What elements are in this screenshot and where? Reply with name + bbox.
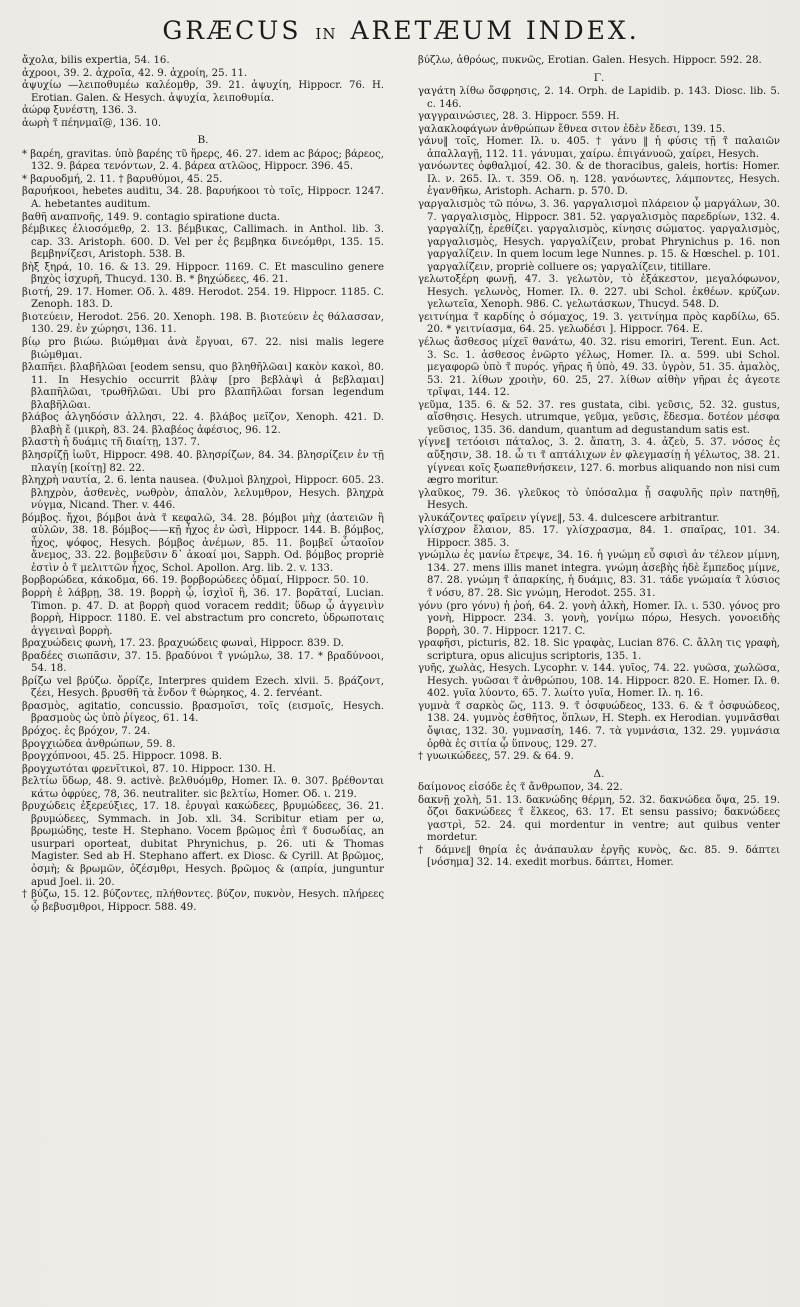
- index-entry: βραδέες σιωπᾶσιν, 37. 15. βραδύνοι τ̃ γνώμλω, 38. 17. * βραδύνοοι, 54. 18.: [22, 650, 384, 675]
- index-entry: βέμβικες ἐλιοσόμεθρ, 2. 13. βέμβικας, Callimach. in Anthol. lib. 3. cap. 33. Aristoph. 600. D. Vel per ἐς βεμβηκα δινεόμθρι, 135. 15. βεμβηνίζεσι, Aristoph. 538. B.: [22, 224, 384, 261]
- index-entry: βαρυήκοοι, hebetes auditu, 34. 28. βαρυήκοοι τὸ τοῖς, Hippocr. 1247. A. hebetantes auditum.: [22, 186, 384, 211]
- index-entry: δακνῇ χολὴ, 51. 13. δακνώδης θέρμη, 52. 32. δακνώδεα ὄψα, 25. 19. ὄζοι δακνώδεες τ̃ ἕλκεος, 63. 17. Et sensu passivo; δακνώδεες γαστρὶ, 52. 24. qui mordentur in ventre; aut quibus venter mordetur.: [418, 794, 780, 844]
- index-entry: γνώμλω ἐς μανίω ἔτρεψε, 34. 16. ἡ γνώμη εὖ σφισὶ ἀν τέλεον μίμνη, 134. 27. mens illis manet integra. γνώμη ἀσεβὴς ἡδὲ ἔμπεδος μίμνε, 87. 28. γνώμη τ̃ ἀπαρκίης, ἡ δυάμις, 83. 31. τάδε γνώμαία τ̃ λύσιος τ̃ νόσυ, 87. 28. Sic γνώμη, Herodot. 255. 31.: [418, 550, 780, 599]
- index-entry: βρίζω vel βρύζω. ὄρρίζε, Interpres quidem Ezech. xlvii. 5. βράζοντ, ζέει, Hesych. βρυσθῆ τὰ ἔνδον τ̃ θώρηκος, 4. 2. fervéant.: [22, 675, 384, 700]
- index-entry: δαίμονος εἰσόδε ἐς τ̃ ἄνθρωπον, 34. 22.: [418, 782, 623, 794]
- index-entry: γεῦμα, 135. 6. & 52. 37. res gustata, cibi. γεῦσις, 52. 32. gustus, αἴσθησις. Hesych. utrumque, γεῦμα, γεῦσις, ἔδεσμα. δοτέον μέσφα γεῦσιος, 135. 36. dandum, quantum ad degustandum satis est.: [418, 399, 780, 436]
- index-entry: βρασμὸς, agitatio, concussio. βρασμοῖσι, τοῖς (εισμοῖς, Hesych. βρασμοὺς ὡς ὑπὸ ῥίγεος, 61. 14.: [22, 700, 384, 725]
- section-letter-heading: Δ.: [593, 767, 605, 780]
- right-column: [418, 55, 780, 914]
- index-entry: γόνυ (pro γόνυ) ἡ ῥοή, 64. 2. γονὴ ἀλκὴ, Homer. Ιλ. ι. 530. γόνος pro γονὴ, Hippocr. 234. 3. γονὴ, γονίμω πόρω, Hesych. γονοειδὴς βορρὴ, 30. 7. Hippocr. 1217. C.: [418, 600, 780, 637]
- index-entry: βορβορώδεα, κάκοδμα, 66. 19. βορβορώδεες ὀδμαί, Hippocr. 50. 10.: [22, 575, 369, 587]
- index-entry: γυμνὰ τ̃ σαρκὸς ὥς, 113. 9. τ̃ ὀσφυώδεος, 133. 6. & τ̃ ὀσφυώδεος, 138. 24. γυμνὸς ἐσθῆτος, ὅπλων, H. Steph. ex Herodian. γυμνᾶσθαι ὄψιας, 132. 30. γυμνασίη, 146. 7. τὰ γυμνάσια, 132. 29. γυμνάσια ὀρθὰ ἐς σιτία ᾧ ὕπνους, 129. 27.: [418, 700, 780, 750]
- left-column: [22, 55, 384, 914]
- index-entry: γλίσχρον ἔλαιον, 85. 17. γλίσχρασμα, 84. 1. σπαῖρας, 101. 34. Hippocr. 385. 3.: [418, 525, 780, 549]
- section-letter-heading: B.: [197, 134, 209, 147]
- index-entry: γαγγραινώσιες, 28. 3. Hippocr. 559. H.: [418, 111, 620, 123]
- index-entry: βλαπῆει. βλαβῆλῶαι [eodem sensu, quo βληθῆλῶαι] κακὸν κακοὶ, 80. 11. In Hesychio occurrit βλὰψ [pro βεβλὰψὶ ἀ βεβλαμαι] βλαπῆλῶαι, τρωθῆλῶαι. Ubi pro βλαπῆλῶαι forsan legendum βλαβῆλῶαι.: [22, 362, 384, 411]
- index-entry: βρυχώδεις ἐξερεύξιες, 17. 18. ἐρυγαὶ κακώδεες, βρυμώδεες, 36. 21. βρυμώδεες, Symmach. in Job. xli. 34. Scribitur etiam per ω, βρωμώδης, teste H. Stephano. Vocem βρῶμος ἐπὶ τ̃ δυσωδίας, an usurpari oporteat, dubitat Phrynichus, p. 26. uti & Thomas Magister. Sed ab H. Stephano affert. ex Diosc. & Cyrill. At βρῶμος, ὀσμὴ; & βρωμῶν, ὀζέσμθρι, Hesych. βρῶμος & (απρία, junguntur apud Joel. ii. 20.: [22, 801, 384, 888]
- index-entry: γαλακλοφάγων ἀνθρώπων ἔθνεα σιτον ἐδὲν ἔδεσι, 139. 15.: [418, 123, 726, 135]
- index-entry: βλάβος ἀλγηδόσιν ἀλλησι, 22. 4. βλάβος μεῖζον, Xenoph. 421. D. βλαβὴ ἔ (μικρὴ, 83. 24. βλαβέος ἀφέσιος, 96. 12.: [22, 412, 384, 436]
- index-entry: βελτίω ὕδωρ, 48. 9. activè. βελθυόμθρ, Homer. Ιλ. θ. 307. βρέθονται κάτω ὀφρύες, 78, 36. neutraliter. sic βελτίω, Homer. Οδ. ι. 219.: [22, 776, 384, 800]
- index-entry: βρογχωτόται φρενῖτικοὶ, 87. 10. Hippocr. 130. H.: [22, 763, 276, 775]
- index-entry: βρογχιώδεα ἀνθρώπων, 59. 8.: [22, 738, 176, 750]
- index-entry: ἀωρὴ τ̃ πέηνμαῖ@, 136. 10.: [22, 117, 162, 129]
- index-entry: γαργαλισμὸς τῶ πόνω, 3. 36. γαργαλισμοὶ πλάρειον ᾧ μαργάλων, 30. 7. γαργαλισμὸς, Hippocr. 381. 52. γαργαλισμὸς παρεδρίων, 132. 4. γαργαλίζῃ, ἐρεθίζει. γαργαλισμὸς, κίνησις σώματος. γαργαλισμὸς, γαργαλισμὸς, Hesych. γαργαλίζειν, probat Phrynichus p. 16. non γαργαλίζειν. In quem locum lege Nunnes. p. 15. & Hœschel. p. 101. γαργαλίζειν, propriè colluere os; γαργαλίζειν, titillare.: [418, 199, 780, 273]
- index-entry: βόμβος. ἤχοι, βόμβοι ἀνὰ τ̃ κεφαλῶ, 34. 28. βόμβοι μὴχ (ἀατειῶν ἢ αὐλῶν, 38. 18. βόμβος——κῇ ἦχος ἐν ὠσὶ, Hippocr. 144. B. βόμβος, ἦχος, ψόφος, Hesych. βόμβος ἀνέμων, 85. 11. βομβεῖ ὦταοῖον ἄνεμος, 33. 22. βομβεῦσιν δ᾽ ἀκοαί μοι, Sapph. Od. βόμβος propriè ἐστὶν ὁ τ̃ μελιττῶν ἦχος, Schol. Apollon. Arg. lib. 2. v. 133.: [22, 512, 384, 574]
- index-entry: † δάμνε‖ θηρία ἐς ἀνάπαυλαν ἐργῆς κυνὸς, &c. 85. 9. δάπτει [νόσημα] 32. 14. exedit morbus. δάπτει, Homer.: [418, 844, 780, 869]
- index-entry: βρόχος. ἐς βρόχον, 7. 24.: [22, 725, 151, 737]
- index-entry: βλαστὴ ἡ δυάμις τῆ διαίτῃ, 137. 7.: [22, 437, 201, 449]
- index-entry: ἀψυχίω —λειποθυμέω καλέομθρ, 39. 21. ἀψυχίη, Hippocr. 76. H. Erotian. Galen. & Hesych. ἀψυχία, λειποθυμία.: [22, 80, 384, 104]
- index-entry: γάνυ‖ τοῖς, Homer. Ιλ. υ. 405. † γάνυ ‖ ἡ φύσις τῇ τ̃ παλαιῶν ἀπαλλαγῇ, 112. 11. γάνυμαι, χαίρω. ἐπιγάνυοῶ, χαίρει, Hesych.: [418, 136, 780, 160]
- index-columns: [22, 55, 780, 914]
- index-entry: ἄχολα, bilis expertia, 54. 16.: [22, 55, 170, 66]
- index-entry: γέλως ἄσθεσος μίχεῖ θανάτω, 40. 32. risu emoriri, Terent. Eun. Act. 3. Sc. 1. ἀσθεσος ἐνῶρτο γέλως, Homer. Ιλ. α. 599. ubi Schol. μεγαφορῶ ὑπὸ τ̃ πυρός. γῆρας ῆ ὑπὸ, 49. 33. ὑγρὸν, 51. 35. ἀμαλὸς, 53. 21. λίθων χροιὴν, 60. 25, 27. λίθων αἰθὴν γῆραι ἐς ἀγεοτε τρῖψαι, 144. 12.: [418, 337, 780, 399]
- index-entry: * βαρέη, gravitas. ὑπὸ βαρέης τῦ ἥρερς, 46. 27. idem ac βάρος; βάρεος, 132. 9. βάρεα τενόντων, 2. 4. βάρεα ατλῶος, Hippocr. 396. 45.: [22, 148, 385, 173]
- index-entry: βραχυώδεις φωνὴ, 17. 23. βραχυώδεις φωναὶ, Hippocr. 839. D.: [22, 638, 344, 650]
- index-entry: γίγνε‖ τετόοισι πάταλος, 3. 2. ἄπατη, 3. 4. ἀζεὺ, 5. 37. νόσος ἐς αὔξησιν, 38. 18. ὧ τι τ̃ απτάλιχων ἐν φλεγμασίῃ ἡ γέλωτος, 38. 21. γίγνεαι κοῖς ξωαπεθνήσκειν, 127. 6. morbus aliquando non nisi cum ægro moritur.: [418, 437, 780, 487]
- index-entry: γειτνίημα τ̃ καρδίης ὁ σόμαχος, 19. 3. γειτνίημα πρὸς καρδίλω, 65. 20. * γειτνίασμα, 64. 25. γελωδέσι ]. Hippocr. 764. E.: [418, 311, 780, 336]
- title-part-in: IN: [315, 25, 337, 43]
- index-entry: ἀχροοι, 39. 2. ἀχροῖα, 42. 9. ἀχροίη, 25. 11.: [22, 67, 248, 79]
- index-entry: βύζλω, ἀθρόως, πυκνῶς, Erotian. Galen. Hesych. Hippocr. 592. 28.: [418, 55, 762, 66]
- index-entry: ἀώρφ ξυνέστη, 136. 3.: [22, 105, 137, 117]
- index-entry: βορρὴ ἐ λάβρῃ, 38. 19. βορρὴ ᾧ, ἰσχὶοῖ ἢ, 36. 17. βορᾶταί, Lucian. Timon. p. 47. D. at βορρὴ quod voracem reddit; ὕδωρ ᾧ ἀγγεινὶν βορρὴ, Hippocr. 1180. E. vel abstractum pro concreto, ὑδρωποταις ἀγγειναὶ βορρὴ.: [22, 587, 384, 637]
- index-entry: βληχρὴ ναυτία, 2. 6. lenta nausea. (Φυλμοὶ βληχροὶ, Hippocr. 605. 23. βληχρὸν, ἀσθενὲς, νωθρὸν, ἀπαλὸν, λελυμθρον, Hesych. βληχρὰ νύγμα, Nicand. Ther. v. 446.: [22, 475, 384, 512]
- index-entry: βλησρίζῇ ἰωῦτ, Hippocr. 498. 40. βλησρίζων, 84. 34. βλησρίζειν ἐν τῇ πλαγίῃ [κοίτῃ] 82. 22.: [22, 449, 384, 474]
- index-entry: γανόωντες ὀφθαλμοί, 42. 30. & de thoracibus, galeis, hortis: Homer. Ιλ. ν. 265. Ιλ. τ. 359. Οδ. η. 128. γανόωντες, λάμποντες, Hesych. ἐγανθῆκω, Aristoph. Acharn. p. 570. D.: [418, 161, 780, 198]
- index-entry: † βύζω, 15. 12. βύζοντες, πλήθοντες. βύζον, πυκνὸν, Hesych. πλήρεες ᾧ βεβυσμθροι, Hippocr. 588. 49.: [22, 889, 384, 913]
- section-letter-heading: Γ.: [593, 71, 605, 84]
- index-entry: βὴξ ξηρά, 10. 16. & 13. 29. Hippocr. 1169. C. Et masculino genere βηχὸς ἰσχυρῆ, Thucyd. 130. B. * βηχώδεες, 46. 21.: [22, 261, 384, 286]
- index-entry: βρογχόπνοοι, 45. 25. Hippocr. 1098. B.: [22, 751, 223, 763]
- index-entry: γραφῆσι, picturis, 82. 18. Sic γραφὰς, Lucian 876. C. ἄλλη τις γραφὴ, scriptura, opus alicujus scriptoris, 135. 1.: [418, 638, 780, 662]
- index-entry: βαθῆ αναπνοῆς, 149. 9. contagio spiratione ducta.: [22, 211, 280, 223]
- title-part-b: ARETÆUM INDEX.: [350, 16, 640, 45]
- index-entry: βιοτή, 29. 17. Homer. Οδ. λ. 489. Herodot. 254. 19. Hippocr. 1185. C. Zenoph. 183. D.: [22, 286, 384, 311]
- index-entry: βιοτεύειν, Herodot. 256. 20. Xenoph. 198. B. βιοτεύειν ἐς θάλασσαν, 130. 29. ἐν χώρησι, 136. 11.: [22, 311, 384, 336]
- index-entry: γλαῦκος, 79. 36. γλεῦκος τὸ ὑπόσαλμα ᾗ σαφυλῆς πρὶν πατηθῇ, Hesych.: [418, 487, 780, 512]
- index-entry: γυῆς, χωλὰς, Hesych. Lycophr. v. 144. γυῖος, 74. 22. γυῶσα, χωλῶσα, Hesych. γυῶσαι τ̃ ἀνθρώπου, 108. 14. Hippocr. 820. E. Homer. Ιλ. θ. 402. γυῖα λύοντο, 65. 7. λωίτο γυῖα, Homer. Ιλ. η. 16.: [418, 663, 780, 700]
- index-entry: γελωτοξέρη φωνῇ, 47. 3. γελωτὸν, τὸ ἐξάκεστον, μεγαλόφωνον, Hesych. γελωνὸς, Homer. Ιλ. θ. 227. ubi Schol. ἐκθέων. κρύζων. γελωτεῖα, Xenoph. 986. C. γελωτάσκων, Thucyd. 548. D.: [418, 274, 780, 311]
- index-entry: * βαρυοδμή, 2. 11. † βαρυθύμοι, 45. 25.: [22, 173, 223, 185]
- index-entry: γαγάτη λίθω ὄσφρησις, 2. 14. Orph. de Lapidib. p. 143. Diosc. lib. 5. c. 146.: [418, 86, 780, 110]
- index-entry: γλυκάζοντες φαῖρειν γίγνε‖, 53. 4. dulcescere arbitrantur.: [418, 512, 720, 524]
- index-entry: βίῳ pro βιώω. βιώμθμαι ἀνὰ ἔργυαι, 67. 22. nisi malis legere βιώμθμαι.: [22, 337, 384, 361]
- title-part-a: GRÆCUS: [162, 16, 302, 45]
- page-title: [22, 16, 780, 49]
- index-entry: † γυωικώδεες, 57. 29. & 64. 9.: [418, 751, 574, 763]
